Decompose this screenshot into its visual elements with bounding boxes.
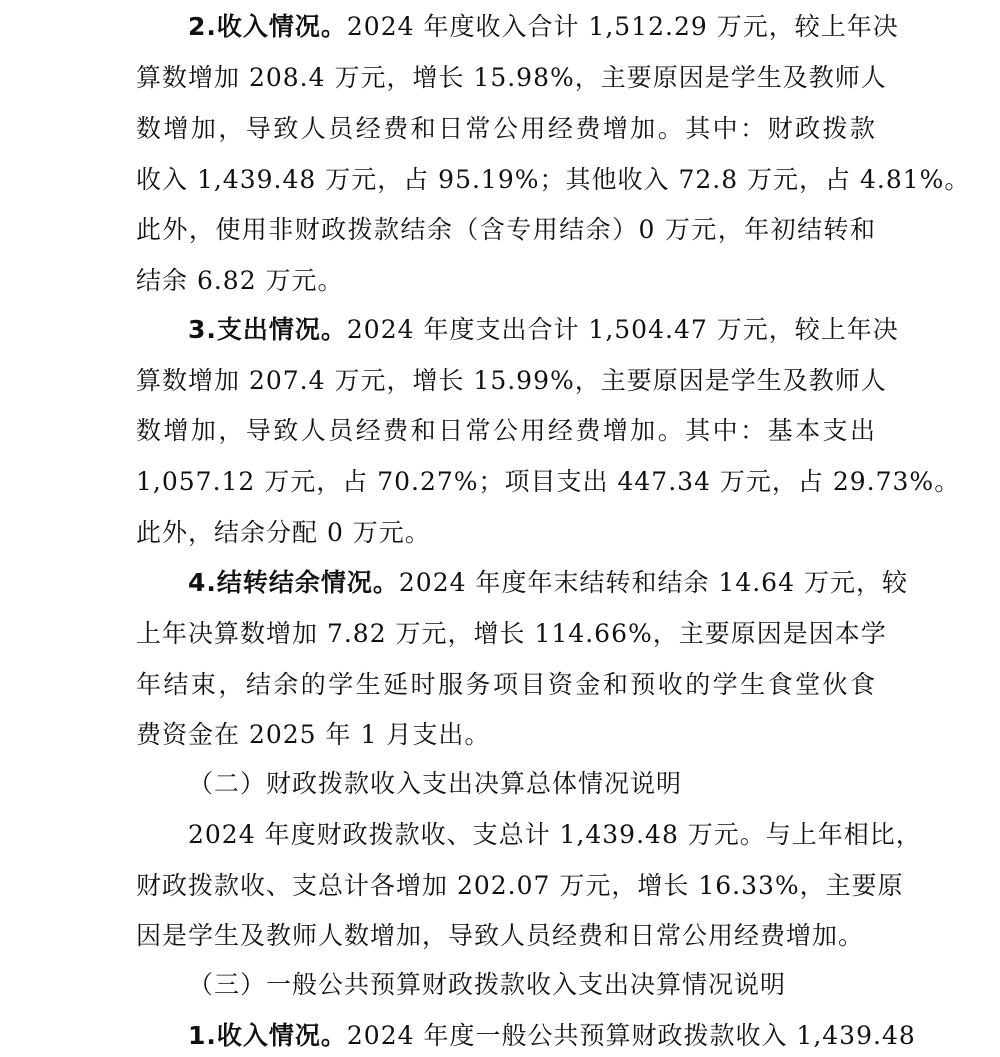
paragraph-line: 数增加，导致人员经费和日常公用经费增加。其中：基本支出 [136, 416, 876, 445]
paragraph-line: 算数增加 208.4 万元，增长 15.98%，主要原因是学生及教师人 [136, 63, 887, 92]
paragraph-line: 1,057.12 万元，占 70.27%；项目支出 447.34 万元，占 29.73%。 [136, 467, 961, 496]
paragraph-line: 2.收入情况。2024 年度收入合计 1,512.29 万元，较上年决 [188, 12, 899, 41]
paragraph-line: 因是学生及教师人数增加，导致人员经费和日常公用经费增加。 [136, 921, 865, 950]
paragraph-line: 年结束，结余的学生延时服务项目资金和预收的学生食堂伙食 [136, 670, 876, 699]
section-heading: 1.收入情况。 [188, 1021, 347, 1050]
paragraph-line: 费资金在 2025 年 1 月支出。 [136, 720, 491, 749]
paragraph-line: 1.收入情况。2024 年度一般公共预算财政拨款收入 1,439.48 [188, 1021, 916, 1050]
paragraph-line: 算数增加 207.4 万元，增长 15.99%，主要原因是学生及教师人 [136, 366, 887, 395]
paragraph-line: 财政拨款收、支总计各增加 202.07 万元，增长 16.33%，主要原 [136, 871, 904, 900]
paragraph-line: 2024 年度财政拨款收、支总计 1,439.48 万元。与上年相比， [188, 820, 922, 849]
paragraph-line: 数增加，导致人员经费和日常公用经费增加。其中：财政拨款 [136, 114, 876, 143]
paragraph-line: 上年决算数增加 7.82 万元，增长 114.66%，主要原因是因本学 [136, 619, 887, 648]
paragraph-line: 收入 1,439.48 万元，占 95.19%；其他收入 72.8 万元，占 4.81%。 [136, 165, 971, 194]
section-heading: 4.结转结余情况。 [188, 568, 399, 597]
paragraph-line: 4.结转结余情况。2024 年度年末结转和结余 14.64 万元，较 [188, 568, 908, 597]
paragraph-line: 此外，结余分配 0 万元。 [136, 518, 431, 547]
paragraph-line: 结余 6.82 万元。 [136, 266, 344, 295]
subsection-title: （二）财政拨款收入支出决算总体情况说明 [188, 769, 683, 798]
subsection-title: （三）一般公共预算财政拨款收入支出决算情况说明 [188, 970, 787, 999]
section-heading: 3.支出情况。 [188, 315, 347, 344]
paragraph-line: 此外，使用非财政拨款结余（含专用结余）0 万元，年初结转和 [136, 215, 876, 244]
paragraph-line: 3.支出情况。2024 年度支出合计 1,504.47 万元，较上年决 [188, 315, 899, 344]
section-heading: 2.收入情况。 [188, 12, 347, 41]
